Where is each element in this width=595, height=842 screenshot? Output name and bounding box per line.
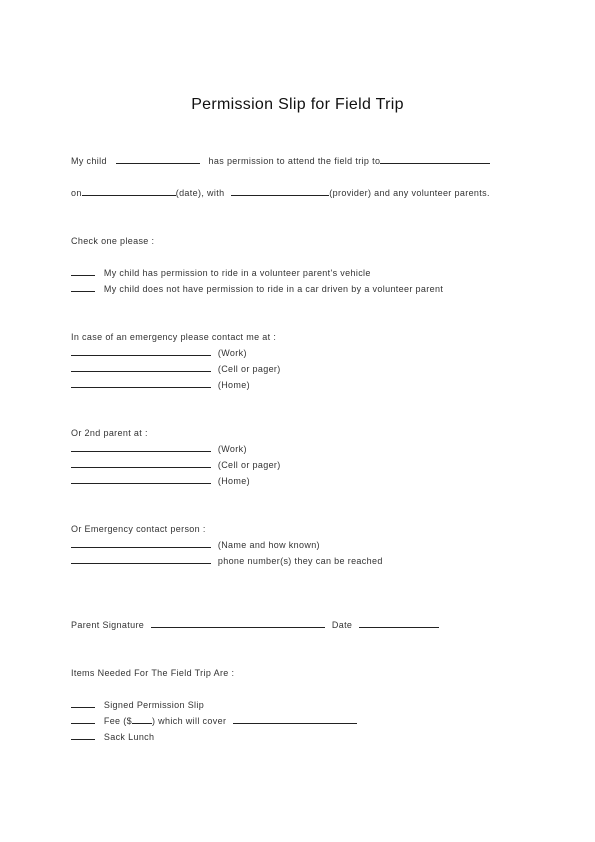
provider-blank[interactable] [231, 186, 329, 196]
emergency-cell-blank[interactable] [71, 362, 211, 372]
work-label: (Work) [217, 348, 247, 358]
has-permission-label: has permission to attend the field trip to [208, 156, 381, 166]
emergency-contact-heading: Or Emergency contact person : [71, 524, 206, 534]
name-how-known-label: (Name and how known) [217, 540, 320, 550]
phone-numbers-label: phone number(s) they can be reached [217, 556, 383, 566]
option-2-check-blank[interactable] [71, 282, 95, 292]
items-heading: Items Needed For The Field Trip Are : [71, 668, 235, 678]
date-label: (date), with [175, 188, 225, 198]
signature-date-label: Date [331, 620, 353, 630]
sack-lunch-check-blank[interactable] [71, 730, 95, 740]
date-blank[interactable] [82, 186, 176, 196]
child-name-blank[interactable] [116, 154, 200, 164]
second-parent-heading: Or 2nd parent at : [71, 428, 148, 438]
second-parent-work-blank[interactable] [71, 442, 211, 452]
check-one-heading: Check one please : [71, 236, 155, 246]
option-2-label: My child does not have permission to ride in a car driven by a volunteer parent [103, 284, 444, 294]
sack-lunch-label: Sack Lunch [103, 732, 155, 742]
second-parent-cell-row [71, 458, 281, 472]
second-parent-work-row [71, 442, 247, 456]
intro-line-2 [71, 186, 490, 200]
field-trip-destination-blank[interactable] [380, 154, 490, 164]
provider-label: (provider) and any volunteer parents. [329, 188, 490, 198]
contact-name-row [71, 538, 320, 552]
option-has-permission [71, 266, 371, 280]
second-parent-home-blank[interactable] [71, 474, 211, 484]
emergency-home-blank[interactable] [71, 378, 211, 388]
on-label: on [71, 188, 82, 198]
second-parent-cell-blank[interactable] [71, 458, 211, 468]
parent-signature-blank[interactable] [151, 618, 325, 628]
contact-name-blank[interactable] [71, 538, 211, 548]
fee-prefix-label: Fee ($ [103, 716, 132, 726]
emergency-heading: In case of an emergency please contact me at : [71, 332, 277, 342]
fee-covers-blank[interactable] [233, 714, 357, 724]
signature-date-blank[interactable] [359, 618, 439, 628]
option-no-permission [71, 282, 443, 296]
emergency-work-row [71, 346, 247, 360]
item-sack-lunch-row [71, 730, 154, 744]
signed-slip-check-blank[interactable] [71, 698, 95, 708]
cell-label: (Cell or pager) [217, 364, 281, 374]
fee-suffix-label: ) which will cover [151, 716, 227, 726]
page-title: Permission Slip for Field Trip [191, 96, 404, 113]
signature-row [71, 618, 439, 632]
parent-signature-label: Parent Signature [71, 620, 145, 630]
option-1-check-blank[interactable] [71, 266, 95, 276]
home-label: (Home) [217, 476, 250, 486]
intro-line-1 [71, 154, 490, 168]
emergency-work-blank[interactable] [71, 346, 211, 356]
emergency-cell-row [71, 362, 281, 376]
fee-check-blank[interactable] [71, 714, 95, 724]
fee-amount-blank[interactable] [132, 714, 152, 724]
second-parent-home-row [71, 474, 250, 488]
signed-slip-label: Signed Permission Slip [103, 700, 205, 710]
contact-phone-row [71, 554, 383, 568]
work-label: (Work) [217, 444, 247, 454]
option-1-label: My child has permission to ride in a volunteer parent's vehicle [103, 268, 371, 278]
emergency-home-row [71, 378, 250, 392]
home-label: (Home) [217, 380, 250, 390]
item-fee-row [71, 714, 357, 728]
item-signed-slip-row [71, 698, 204, 712]
cell-label: (Cell or pager) [217, 460, 281, 470]
my-child-label: My child [71, 156, 107, 166]
contact-phone-blank[interactable] [71, 554, 211, 564]
